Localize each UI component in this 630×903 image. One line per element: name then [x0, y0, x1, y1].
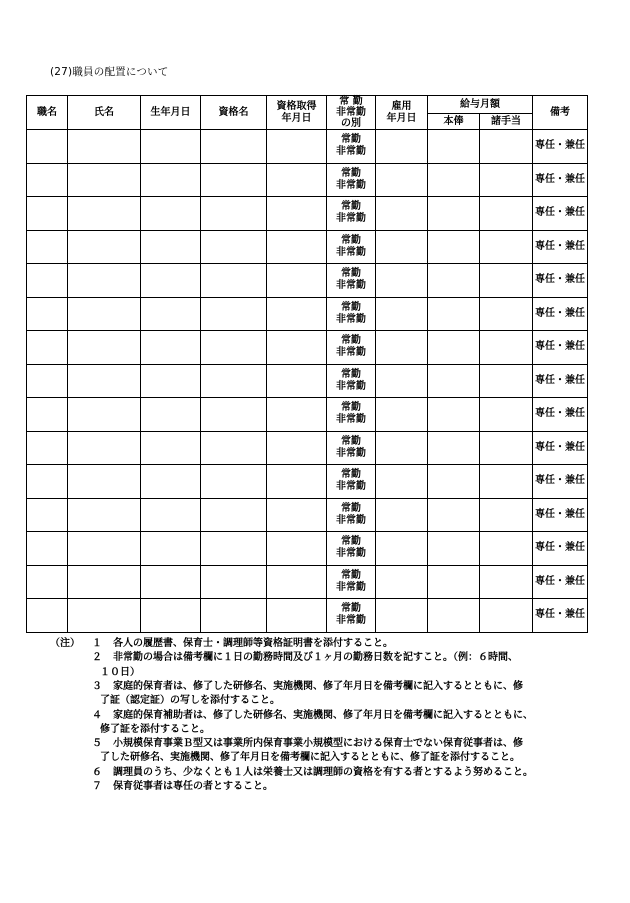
note-line: 各人の履歴書、保育士・調理師等資格証明書を添付すること。 — [113, 638, 393, 649]
cell-qualification-date[interactable] — [267, 398, 327, 432]
note-number: ３ — [92, 680, 102, 692]
cell-employment-type[interactable]: 常勤 非常勤 — [327, 163, 376, 197]
cell-remarks[interactable]: 専任・兼任 — [533, 331, 588, 365]
cell-employment-type[interactable]: 常勤 非常勤 — [327, 297, 376, 331]
cell-job-title[interactable] — [27, 331, 68, 365]
cell-qualification[interactable] — [201, 431, 267, 465]
table-row — [27, 197, 588, 231]
cell-qualification-date[interactable] — [267, 498, 327, 532]
note-number: ２ — [92, 652, 102, 664]
cell-hire-date[interactable] — [376, 197, 428, 231]
cell-hire-date[interactable] — [376, 264, 428, 298]
table-row — [27, 264, 588, 298]
cell-birth-date[interactable] — [141, 130, 201, 164]
cell-base-pay[interactable] — [428, 264, 480, 298]
cell-base-pay[interactable] — [428, 364, 480, 398]
cell-allowances[interactable] — [480, 431, 533, 465]
note-number: ７ — [92, 781, 102, 792]
cell-remarks[interactable]: 専任・兼任 — [533, 465, 588, 499]
header-monthly-salary: 給与月額 — [428, 96, 533, 114]
cell-birth-date[interactable] — [141, 398, 201, 432]
cell-name[interactable] — [68, 264, 141, 298]
cell-qualification[interactable] — [201, 297, 267, 331]
table-row — [27, 398, 588, 432]
cell-base-pay[interactable] — [428, 532, 480, 566]
header-job-title: 職名 — [27, 96, 68, 130]
cell-employment-type[interactable]: 常勤 非常勤 — [327, 398, 376, 432]
cell-name[interactable] — [68, 532, 141, 566]
cell-employment-type[interactable]: 常勤 非常勤 — [327, 197, 376, 231]
cell-birth-date[interactable] — [141, 264, 201, 298]
cell-allowances[interactable] — [480, 498, 533, 532]
cell-remarks[interactable]: 専任・兼任 — [533, 364, 588, 398]
cell-birth-date[interactable] — [141, 364, 201, 398]
cell-hire-date[interactable] — [376, 431, 428, 465]
cell-qualification-date[interactable] — [267, 331, 327, 365]
cell-name[interactable] — [68, 465, 141, 499]
cell-base-pay[interactable] — [428, 197, 480, 231]
cell-name[interactable] — [68, 599, 141, 633]
cell-qualification-date[interactable] — [267, 230, 327, 264]
cell-base-pay[interactable] — [428, 331, 480, 365]
cell-base-pay[interactable] — [428, 599, 480, 633]
cell-qualification-date[interactable] — [267, 532, 327, 566]
staff-allocation-table — [26, 95, 588, 633]
cell-job-title[interactable] — [27, 130, 68, 164]
cell-employment-type[interactable]: 常勤 非常勤 — [327, 230, 376, 264]
cell-allowances[interactable] — [480, 331, 533, 365]
table-row — [27, 465, 588, 499]
cell-birth-date[interactable] — [141, 599, 201, 633]
cell-employment-type[interactable]: 常勤 非常勤 — [327, 331, 376, 365]
cell-qualification[interactable] — [201, 364, 267, 398]
cell-name[interactable] — [68, 297, 141, 331]
cell-employment-type[interactable]: 常勤 非常勤 — [327, 264, 376, 298]
cell-allowances[interactable] — [480, 264, 533, 298]
cell-hire-date[interactable] — [376, 130, 428, 164]
cell-job-title[interactable] — [27, 431, 68, 465]
cell-qualification-date[interactable] — [267, 197, 327, 231]
cell-job-title[interactable] — [27, 230, 68, 264]
cell-job-title[interactable] — [27, 599, 68, 633]
note-line: 了証（認定証）の写しを添付すること。 — [100, 695, 280, 707]
cell-qualification-date[interactable] — [267, 264, 327, 298]
cell-base-pay[interactable] — [428, 163, 480, 197]
cell-allowances[interactable] — [480, 532, 533, 566]
cell-allowances[interactable] — [480, 565, 533, 599]
cell-allowances[interactable] — [480, 398, 533, 432]
cell-remarks[interactable]: 専任・兼任 — [533, 599, 588, 633]
header-employment-type: 常 勤 非常勤 の別 — [327, 96, 376, 130]
cell-qualification[interactable] — [201, 599, 267, 633]
cell-qualification-date[interactable] — [267, 130, 327, 164]
cell-hire-date[interactable] — [376, 465, 428, 499]
header-qualification: 資格名 — [201, 96, 267, 130]
cell-employment-type[interactable]: 常勤 非常勤 — [327, 431, 376, 465]
cell-base-pay[interactable] — [428, 398, 480, 432]
cell-job-title[interactable] — [27, 364, 68, 398]
cell-hire-date[interactable] — [376, 398, 428, 432]
cell-allowances[interactable] — [480, 230, 533, 264]
table-row — [27, 297, 588, 331]
cell-hire-date[interactable] — [376, 565, 428, 599]
note-number: １ — [92, 638, 102, 649]
cell-allowances[interactable] — [480, 130, 533, 164]
cell-remarks[interactable]: 専任・兼任 — [533, 565, 588, 599]
cell-qualification[interactable] — [201, 398, 267, 432]
table-row — [27, 130, 588, 164]
cell-allowances[interactable] — [480, 465, 533, 499]
cell-base-pay[interactable] — [428, 431, 480, 465]
cell-base-pay[interactable] — [428, 130, 480, 164]
note-number: ５ — [92, 738, 102, 750]
cell-birth-date[interactable] — [141, 297, 201, 331]
cell-job-title[interactable] — [27, 532, 68, 566]
cell-employment-type[interactable]: 常勤 非常勤 — [327, 599, 376, 633]
cell-base-pay[interactable] — [428, 297, 480, 331]
cell-name[interactable] — [68, 398, 141, 432]
cell-qualification[interactable] — [201, 197, 267, 231]
cell-name[interactable] — [68, 431, 141, 465]
cell-name[interactable] — [68, 163, 141, 197]
cell-qualification-date[interactable] — [267, 431, 327, 465]
cell-hire-date[interactable] — [376, 163, 428, 197]
cell-name[interactable] — [68, 498, 141, 532]
cell-job-title[interactable] — [27, 498, 68, 532]
cell-name[interactable] — [68, 565, 141, 599]
cell-name[interactable] — [68, 130, 141, 164]
cell-birth-date[interactable] — [141, 331, 201, 365]
cell-hire-date[interactable] — [376, 230, 428, 264]
note-line: 家庭的保育補助者は、修了した研修名、実施機関、修了年月日を備考欄に記入するとともに、 — [113, 709, 533, 721]
cell-qualification-date[interactable] — [267, 364, 327, 398]
cell-qualification[interactable] — [201, 230, 267, 264]
cell-birth-date[interactable] — [141, 230, 201, 264]
cell-qualification-date[interactable] — [267, 599, 327, 633]
cell-remarks[interactable]: 専任・兼任 — [533, 130, 588, 164]
cell-remarks[interactable]: 専任・兼任 — [533, 197, 588, 231]
cell-employment-type[interactable]: 常勤 非常勤 — [327, 364, 376, 398]
note-line: 保育従事者は専任の者とすること。 — [113, 781, 273, 792]
cell-hire-date[interactable] — [376, 498, 428, 532]
cell-hire-date[interactable] — [376, 331, 428, 365]
cell-base-pay[interactable] — [428, 465, 480, 499]
note-line: 小規模保育事業Ｂ型又は事業所内保育事業小規模型における保育士でない保育従事者は、修 — [113, 738, 523, 750]
cell-birth-date[interactable] — [141, 465, 201, 499]
table-row — [27, 565, 588, 599]
note-line: １０日） — [100, 666, 140, 678]
cell-qualification-date[interactable] — [267, 465, 327, 499]
cell-hire-date[interactable] — [376, 364, 428, 398]
notes-label: （注） — [50, 638, 80, 649]
header-base-pay: 本俸 — [428, 114, 480, 130]
table-row — [27, 230, 588, 264]
table-row — [27, 431, 588, 465]
note-number: ６ — [92, 766, 102, 778]
header-allowances: 諸手当 — [480, 114, 533, 130]
header-remarks: 備考 — [533, 96, 588, 130]
cell-name[interactable] — [68, 230, 141, 264]
note-line: 了した研修名、実施機関、修了年月日を備考欄に記入するとともに、修了証を添付すること。 — [100, 752, 520, 764]
cell-birth-date[interactable] — [141, 163, 201, 197]
table-row — [27, 163, 588, 197]
cell-remarks[interactable]: 専任・兼任 — [533, 230, 588, 264]
cell-qualification[interactable] — [201, 498, 267, 532]
cell-name[interactable] — [68, 331, 141, 365]
note-number: ４ — [92, 709, 102, 721]
cell-hire-date[interactable] — [376, 532, 428, 566]
header-qualification-date: 資格取得 年月日 — [267, 96, 327, 130]
cell-employment-type[interactable]: 常勤 非常勤 — [327, 498, 376, 532]
cell-remarks[interactable]: 専任・兼任 — [533, 498, 588, 532]
cell-employment-type[interactable]: 常勤 非常勤 — [327, 565, 376, 599]
note-line: 家庭的保育者は、修了した研修名、実施機関、修了年月日を備考欄に記入するとともに、修 — [113, 680, 523, 692]
cell-base-pay[interactable] — [428, 565, 480, 599]
cell-allowances[interactable] — [480, 197, 533, 231]
cell-name[interactable] — [68, 197, 141, 231]
section-title: (27)職員の配置について — [50, 66, 169, 78]
table-row — [27, 498, 588, 532]
cell-job-title[interactable] — [27, 398, 68, 432]
cell-birth-date[interactable] — [141, 498, 201, 532]
cell-job-title[interactable] — [27, 264, 68, 298]
cell-qualification-date[interactable] — [267, 297, 327, 331]
table-row — [27, 331, 588, 365]
table-row — [27, 364, 588, 398]
cell-employment-type[interactable]: 常勤 非常勤 — [327, 465, 376, 499]
cell-qualification[interactable] — [201, 565, 267, 599]
cell-birth-date[interactable] — [141, 197, 201, 231]
cell-base-pay[interactable] — [428, 230, 480, 264]
cell-remarks[interactable]: 専任・兼任 — [533, 264, 588, 298]
cell-base-pay[interactable] — [428, 498, 480, 532]
cell-remarks[interactable]: 専任・兼任 — [533, 297, 588, 331]
cell-remarks[interactable]: 専任・兼任 — [533, 532, 588, 566]
cell-birth-date[interactable] — [141, 565, 201, 599]
cell-employment-type[interactable]: 常勤 非常勤 — [327, 532, 376, 566]
cell-birth-date[interactable] — [141, 532, 201, 566]
header-name: 氏名 — [68, 96, 141, 130]
cell-job-title[interactable] — [27, 297, 68, 331]
cell-allowances[interactable] — [480, 599, 533, 633]
cell-allowances[interactable] — [480, 297, 533, 331]
cell-remarks[interactable]: 専任・兼任 — [533, 163, 588, 197]
cell-job-title[interactable] — [27, 565, 68, 599]
note-line: 非常勤の場合は備考欄に１日の勤務時間及び１ヶ月の勤務日数を記すこと。（例：６時間、 — [113, 652, 518, 664]
cell-qualification[interactable] — [201, 465, 267, 499]
cell-job-title[interactable] — [27, 163, 68, 197]
cell-qualification[interactable] — [201, 532, 267, 566]
cell-employment-type[interactable]: 常勤 非常勤 — [327, 130, 376, 164]
cell-job-title[interactable] — [27, 197, 68, 231]
cell-allowances[interactable] — [480, 364, 533, 398]
cell-remarks[interactable]: 専任・兼任 — [533, 398, 588, 432]
cell-birth-date[interactable] — [141, 431, 201, 465]
header-birth-date: 生年月日 — [141, 96, 201, 130]
note-line: 調理員のうち、少なくとも１人は栄養士又は調理師の資格を有する者とするよう努めること。 — [113, 766, 533, 778]
table-row — [27, 532, 588, 566]
cell-qualification-date[interactable] — [267, 163, 327, 197]
cell-qualification[interactable] — [201, 163, 267, 197]
cell-hire-date[interactable] — [376, 599, 428, 633]
cell-qualification[interactable] — [201, 130, 267, 164]
note-line: 修了証を添付すること。 — [100, 723, 210, 735]
cell-job-title[interactable] — [27, 465, 68, 499]
cell-remarks[interactable]: 専任・兼任 — [533, 431, 588, 465]
cell-allowances[interactable] — [480, 163, 533, 197]
cell-qualification[interactable] — [201, 264, 267, 298]
table-row — [27, 599, 588, 633]
cell-qualification[interactable] — [201, 331, 267, 365]
cell-qualification-date[interactable] — [267, 565, 327, 599]
cell-hire-date[interactable] — [376, 297, 428, 331]
cell-name[interactable] — [68, 364, 141, 398]
header-hire-date: 雇用 年月日 — [376, 96, 428, 130]
